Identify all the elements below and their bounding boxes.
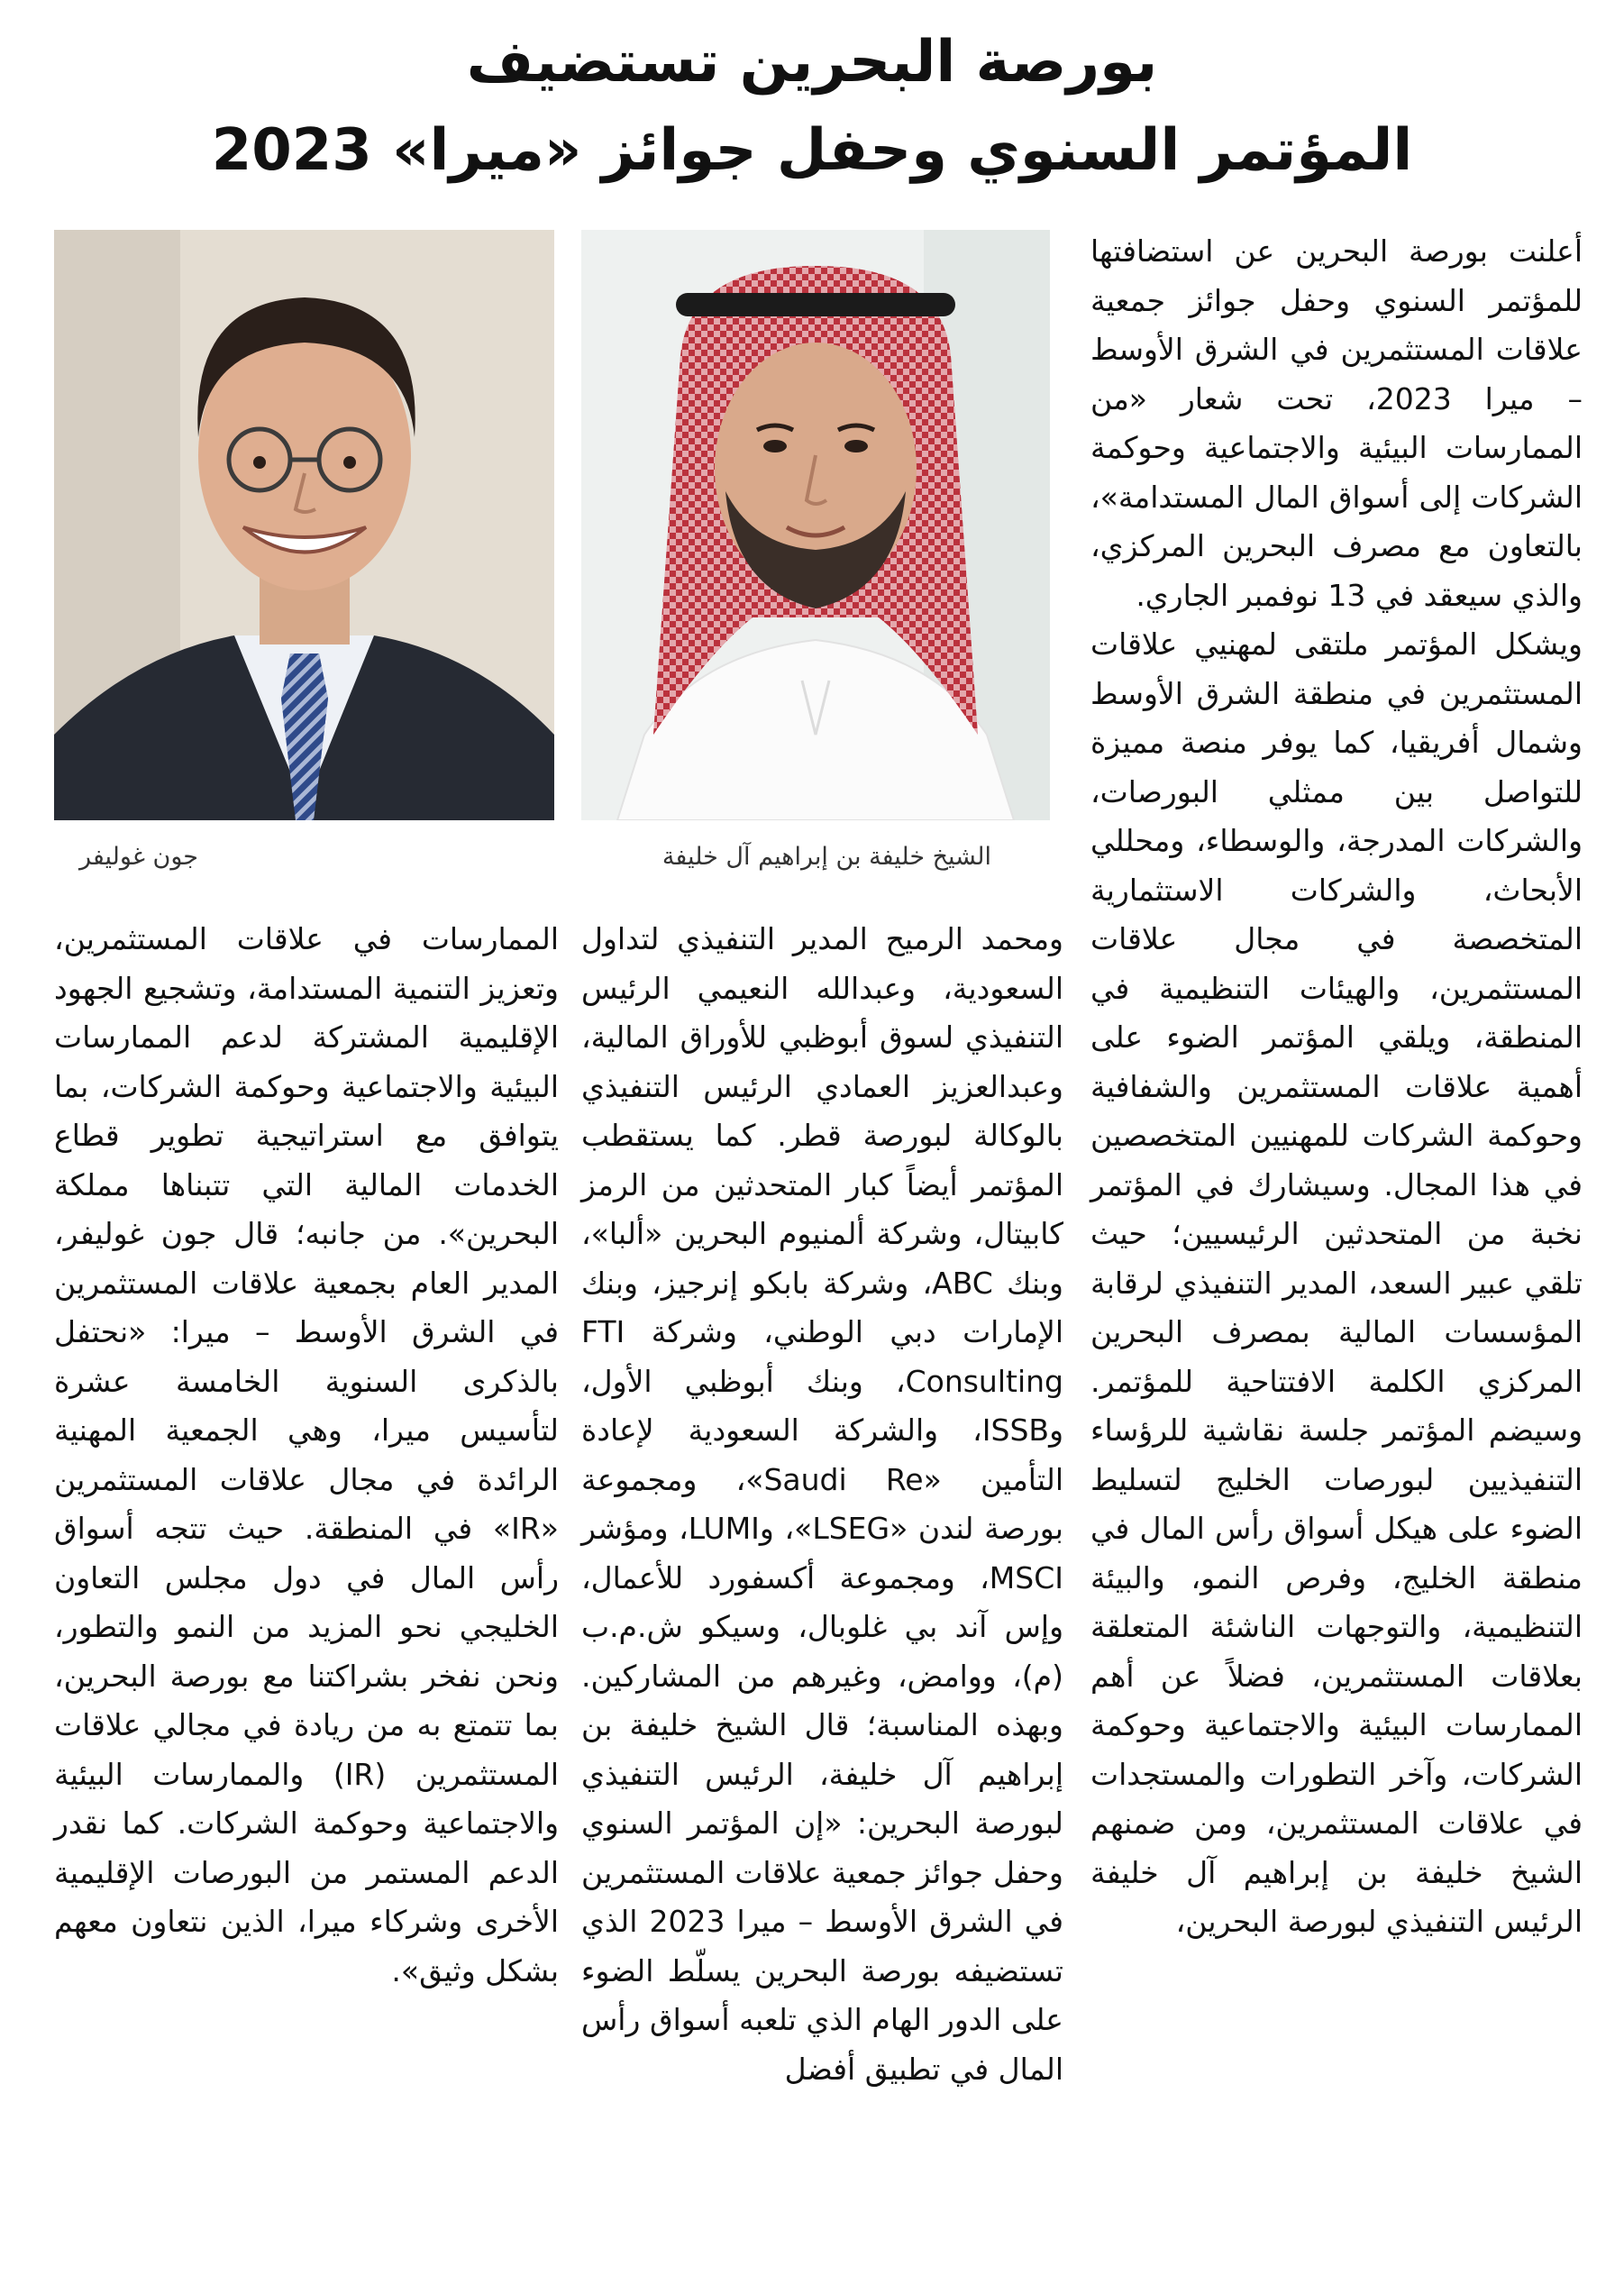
article-column-middle	[581, 915, 1063, 2094]
article-paragraph: أعلنت بورصة البحرين عن استضافتها للمؤتمر السنوي وحفل جوائز جمعية علاقات المستثمرين في الشرق الأوسط – ميرا 2023، تحت شعار «من الممارسات البيئية والاجتماعية وحوكمة الشركات إلى أسواق المال المستدامة»، بالتعاون مع مصرف البحرين المركزي، والذي سيعقد في 13 نوفمبر الجاري.	[1090, 233, 1583, 613]
article-paragraph: الممارسات في علاقات المستثمرين، وتعزيز التنمية المستدامة، وتشجيع الجهود الإقليمية المشتركة لدعم الممارسات البيئية والاجتماعية وحوكمة الشركات، بما يتوافق مع استراتيجية تطوير قطاع الخدمات المالية التي تتبناها مملكة البحرين». من جانبه؛ قال جون غوليفر، المدير العام بجمعية علاقات المستثمرين في الشرق الأوسط – ميرا: «نحتفل بالذكرى السنوية الخامسة عشرة لتأسيس ميرا، وهي الجمعية المهنية الرائدة في مجال علاقات المستثمرين «IR» في المنطقة. حيث تتجه أسواق رأس المال في دول مجلس التعاون الخليجي نحو المزيد من النمو والتطور، ونحن نفخر بشراكتنا مع بورصة البحرين، بما تتمتع به من ريادة في مجالي علاقات المستثمرين (IR) والممارسات البيئية والاجتماعية وحوكمة الشركات. كما نقدر الدعم المستمر من البورصات الإقليمية الأخرى وشركاء ميرا، الذين نتعاون معهم بشكل وثيق».	[54, 921, 559, 1988]
sheikh-portrait-illustration	[581, 230, 1050, 820]
article-column-right	[1090, 227, 1583, 1947]
sheikh-photo-caption: الشيخ خليفة بن إبراهيم آل خليفة	[661, 843, 991, 871]
sheikh-khalifa-photo	[581, 230, 1050, 820]
john-photo-caption: جون غوليفر	[78, 843, 198, 871]
article-paragraph: ويشكل المؤتمر ملتقى لمهنيي علاقات المستثمرين في منطقة الشرق الأوسط وشمال أفريقيا، كما يوفر منصة مميزة للتواصل بين ممثلي البورصات، والشركات المدرجة، والوسطاء، ومحللي الأبحاث، والشركات الاستثمارية المتخصصة في مجال علاقات المستثمرين، والهيئات التنظيمية في المنطقة، ويلقي المؤتمر الضوء على أهمية علاقات المستثمرين والشفافية وحوكمة الشركات للمهنيين المتخصصين في هذا المجال. وسيشارك في المؤتمر نخبة من المتحدثين الرئيسيين؛ حيث تلقي عبير السعد، المدير التنفيذي لرقابة المؤسسات المالية بمصرف البحرين المركزي الكلمة الافتتاحية للمؤتمر. وسيضم المؤتمر جلسة نقاشية للرؤساء التنفيذيين لبورصات الخليج لتسليط الضوء على هيكل أسواق رأس المال في منطقة الخليج، وفرص النمو، والبيئة التنظيمية، والتوجهات الناشئة المتعلقة بعلاقات المستثمرين، فضلاً عن أهم الممارسات البيئية والاجتماعية وحوكمة الشركات، وآخر التطورات والمستجدات في علاقات المستثمرين، ومن ضمنهم الشيخ خليفة بن إبراهيم آل خليفة الرئيس التنفيذي لبورصة البحرين،	[1090, 626, 1583, 1939]
article-headline	[54, 18, 1570, 195]
headline-line-1: بورصة البحرين تستضيف	[466, 29, 1158, 96]
john-gollifer-photo	[54, 230, 554, 820]
john-portrait-illustration	[54, 230, 554, 820]
article-paragraph: ومحمد الرميح المدير التنفيذي لتداول السعودية، وعبدالله النعيمي الرئيس التنفيذي لسوق أبوظبي للأوراق المالية، وعبدالعزيز العمادي الرئيس التنفيذي بالوكالة لبورصة قطر. كما يستقطب المؤتمر أيضاً كبار المتحدثين من الرمز كابيتال، وشركة ألمنيوم البحرين «ألبا»، وبنك ABC، وشركة بابكو إنرجيز، وبنك الإمارات دبي الوطني، وشركة FTI Consulting، وبنك أبوظبي الأول، وISSB، والشركة السعودية لإعادة التأمين «Saudi Re»، ومجموعة بورصة لندن «LSEG»، وLUMI، ومؤشر MSCI، ومجموعة أكسفورد للأعمال، وإس آند بي غلوبال، وسيكو ش.م.ب (م)، ووامض، وغيرهم من المشاركين. وبهذه المناسبة؛ قال الشيخ خليفة بن إبراهيم آل خليفة، الرئيس التنفيذي لبورصة البحرين: «إن المؤتمر السنوي وحفل جوائز جمعية علاقات المستثمرين في الشرق الأوسط – ميرا 2023 الذي تستضيفه بورصة البحرين يسلّط الضوء على الدور الهام الذي تلعبه أسواق رأس المال في تطبيق أفضل	[581, 921, 1063, 2087]
headline-line-2: المؤتمر السنوي وحفل جوائز «ميرا» 2023	[211, 117, 1413, 184]
article-column-left	[54, 915, 559, 1996]
